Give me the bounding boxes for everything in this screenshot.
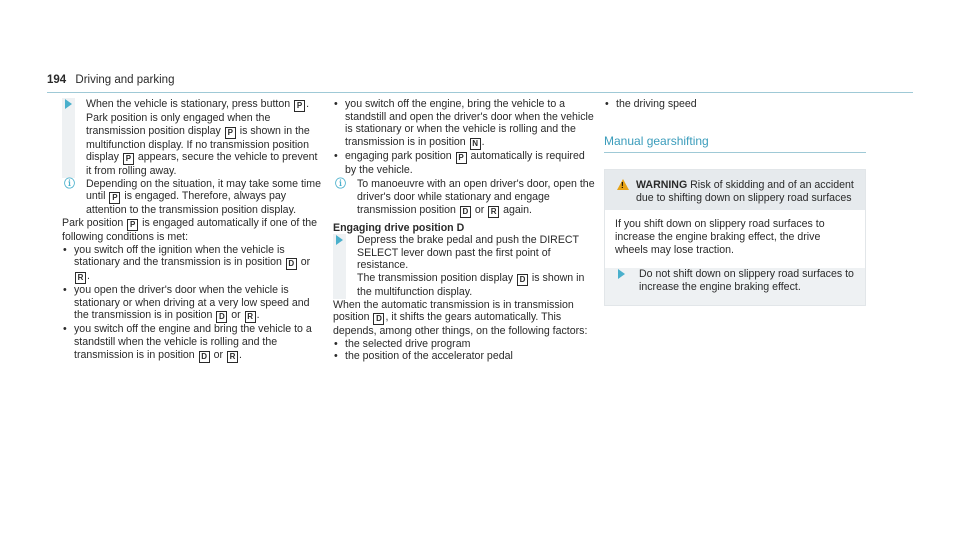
key-r-icon: R (245, 311, 256, 323)
text: is engaged automatically if one of the following conditions is met: (62, 216, 318, 243)
text: or (210, 348, 226, 361)
warning-body: If you shift down on slippery road surfaces to increase the engine braking effect, the drive wheels may lose traction. (605, 210, 865, 268)
text: engaging park position (345, 149, 455, 162)
warning-header (605, 170, 865, 210)
step-text: Depress the brake pedal and push the DIRECT SELECT lever down past the first point of resistance. (357, 234, 579, 272)
info-icon: ⓘ (335, 178, 346, 191)
chapter-title: Driving and parking (75, 74, 175, 86)
text: you switch off the engine, bring the vehicle to a standstill and open the driver's door when the vehicle is stationary or when the vehicle is rolling and the transmission is in position (345, 98, 594, 148)
note-text (357, 178, 595, 217)
list-item: • the position of the accelerator pedal (333, 350, 595, 363)
factors-list (333, 338, 595, 363)
subheading-drive: Engaging drive position D (333, 221, 465, 234)
step-detail (86, 112, 324, 178)
list-item: • the selected drive program (333, 338, 595, 351)
text: Park position (62, 216, 127, 229)
step-text (86, 98, 324, 112)
conditions-list (62, 244, 324, 363)
park-paragraph (62, 217, 324, 244)
key-p-icon: P (109, 192, 120, 204)
header-rule (47, 92, 913, 93)
section-title: Manual gearshifting (604, 133, 709, 148)
text: . (256, 309, 260, 322)
key-n-icon: N (470, 138, 481, 150)
note-text (86, 178, 324, 217)
text: When the automatic transmission is in transmission position (333, 298, 574, 324)
list-item (62, 284, 324, 323)
step-text: Do not shift down on slippery road surfaces to increase the engine braking effect. (639, 268, 854, 293)
key-r-icon: R (75, 272, 86, 284)
text: . (87, 270, 90, 283)
section-rule (604, 152, 866, 153)
right-column (604, 98, 866, 306)
text: or (228, 309, 244, 322)
text: you open the driver's door when the vehicle is stationary or when driving at a very low speed and the transmission is in position (74, 284, 310, 322)
page-number: 194 (47, 74, 67, 86)
key-d-icon: D (199, 351, 210, 363)
list-item (62, 323, 324, 362)
warning-triangle-icon: ! (617, 179, 629, 190)
list-item (333, 150, 595, 177)
text: or (471, 203, 488, 216)
step-engage-drive (333, 234, 595, 298)
key-d-icon: D (373, 313, 384, 325)
note-park (62, 178, 324, 217)
step-press-park (62, 98, 324, 178)
warning-label: WARNING (636, 179, 688, 192)
key-p-icon: P (294, 100, 305, 112)
text: you switch off the ignition when the vehicle is stationary and the transmission is in position (74, 243, 285, 269)
text: To manoeuvre with an open driver's door, open the driver's door while stationary and engage transmission position (357, 178, 595, 216)
key-p-icon: P (225, 127, 236, 139)
text: . (481, 135, 485, 148)
step-detail (357, 272, 595, 299)
warning-title: Risk of skidding and of an accident due to shifting down on slippery road surfaces (636, 179, 854, 204)
text: The transmission position display (357, 271, 516, 284)
left-column (62, 98, 324, 363)
list-item: • the driving speed (604, 98, 866, 111)
text: Park position is only engaged when the transmission position display (86, 112, 271, 137)
note-manoeuvre (333, 178, 595, 217)
text: . (306, 98, 310, 110)
key-d-icon: D (216, 311, 227, 323)
key-p-icon: P (123, 153, 134, 165)
key-p-icon: P (456, 152, 467, 164)
drive-paragraph (333, 299, 595, 338)
text: When the vehicle is stationary, press button (86, 98, 294, 110)
text: , it shifts the gears automatically. This depends, among other things, on the following factors: (333, 311, 588, 338)
text: is shown in the multifunction display. (357, 271, 585, 298)
section-manual (604, 135, 866, 154)
list-item (62, 244, 324, 285)
text: appears, secure the vehicle to prevent it from rolling away. (86, 151, 318, 178)
key-d-icon: D (286, 258, 297, 270)
key-p-icon: P (127, 219, 138, 231)
info-icon: ⓘ (64, 177, 75, 190)
warning-step (615, 268, 855, 293)
factors-list-cont (604, 98, 866, 111)
step-arrow-icon (336, 235, 343, 245)
warning-box (604, 169, 866, 306)
text: or (297, 256, 311, 269)
text: automatically is required by the vehicle. (345, 149, 585, 176)
key-d-icon: D (517, 274, 528, 286)
key-d-icon: D (460, 206, 471, 218)
text: is engaged. Therefore, always pay attention to the transmission position display. (86, 190, 297, 217)
step-arrow-icon (65, 99, 72, 109)
conditions-list-cont (333, 98, 595, 176)
text: . (238, 348, 242, 361)
middle-column (333, 98, 595, 363)
text: you switch off the engine and bring the vehicle to a standstill when the vehicle is rolling and the transmission is in position (74, 323, 312, 361)
key-r-icon: R (488, 206, 499, 218)
key-r-icon: R (227, 351, 238, 363)
step-arrow-icon (618, 269, 625, 279)
page-header (47, 74, 174, 86)
list-item (333, 98, 595, 150)
text: again. (500, 203, 532, 216)
text: is shown in the multifunction display. If no transmission position display (86, 124, 310, 164)
text: Depending on the situation, it may take some time until (86, 177, 321, 203)
